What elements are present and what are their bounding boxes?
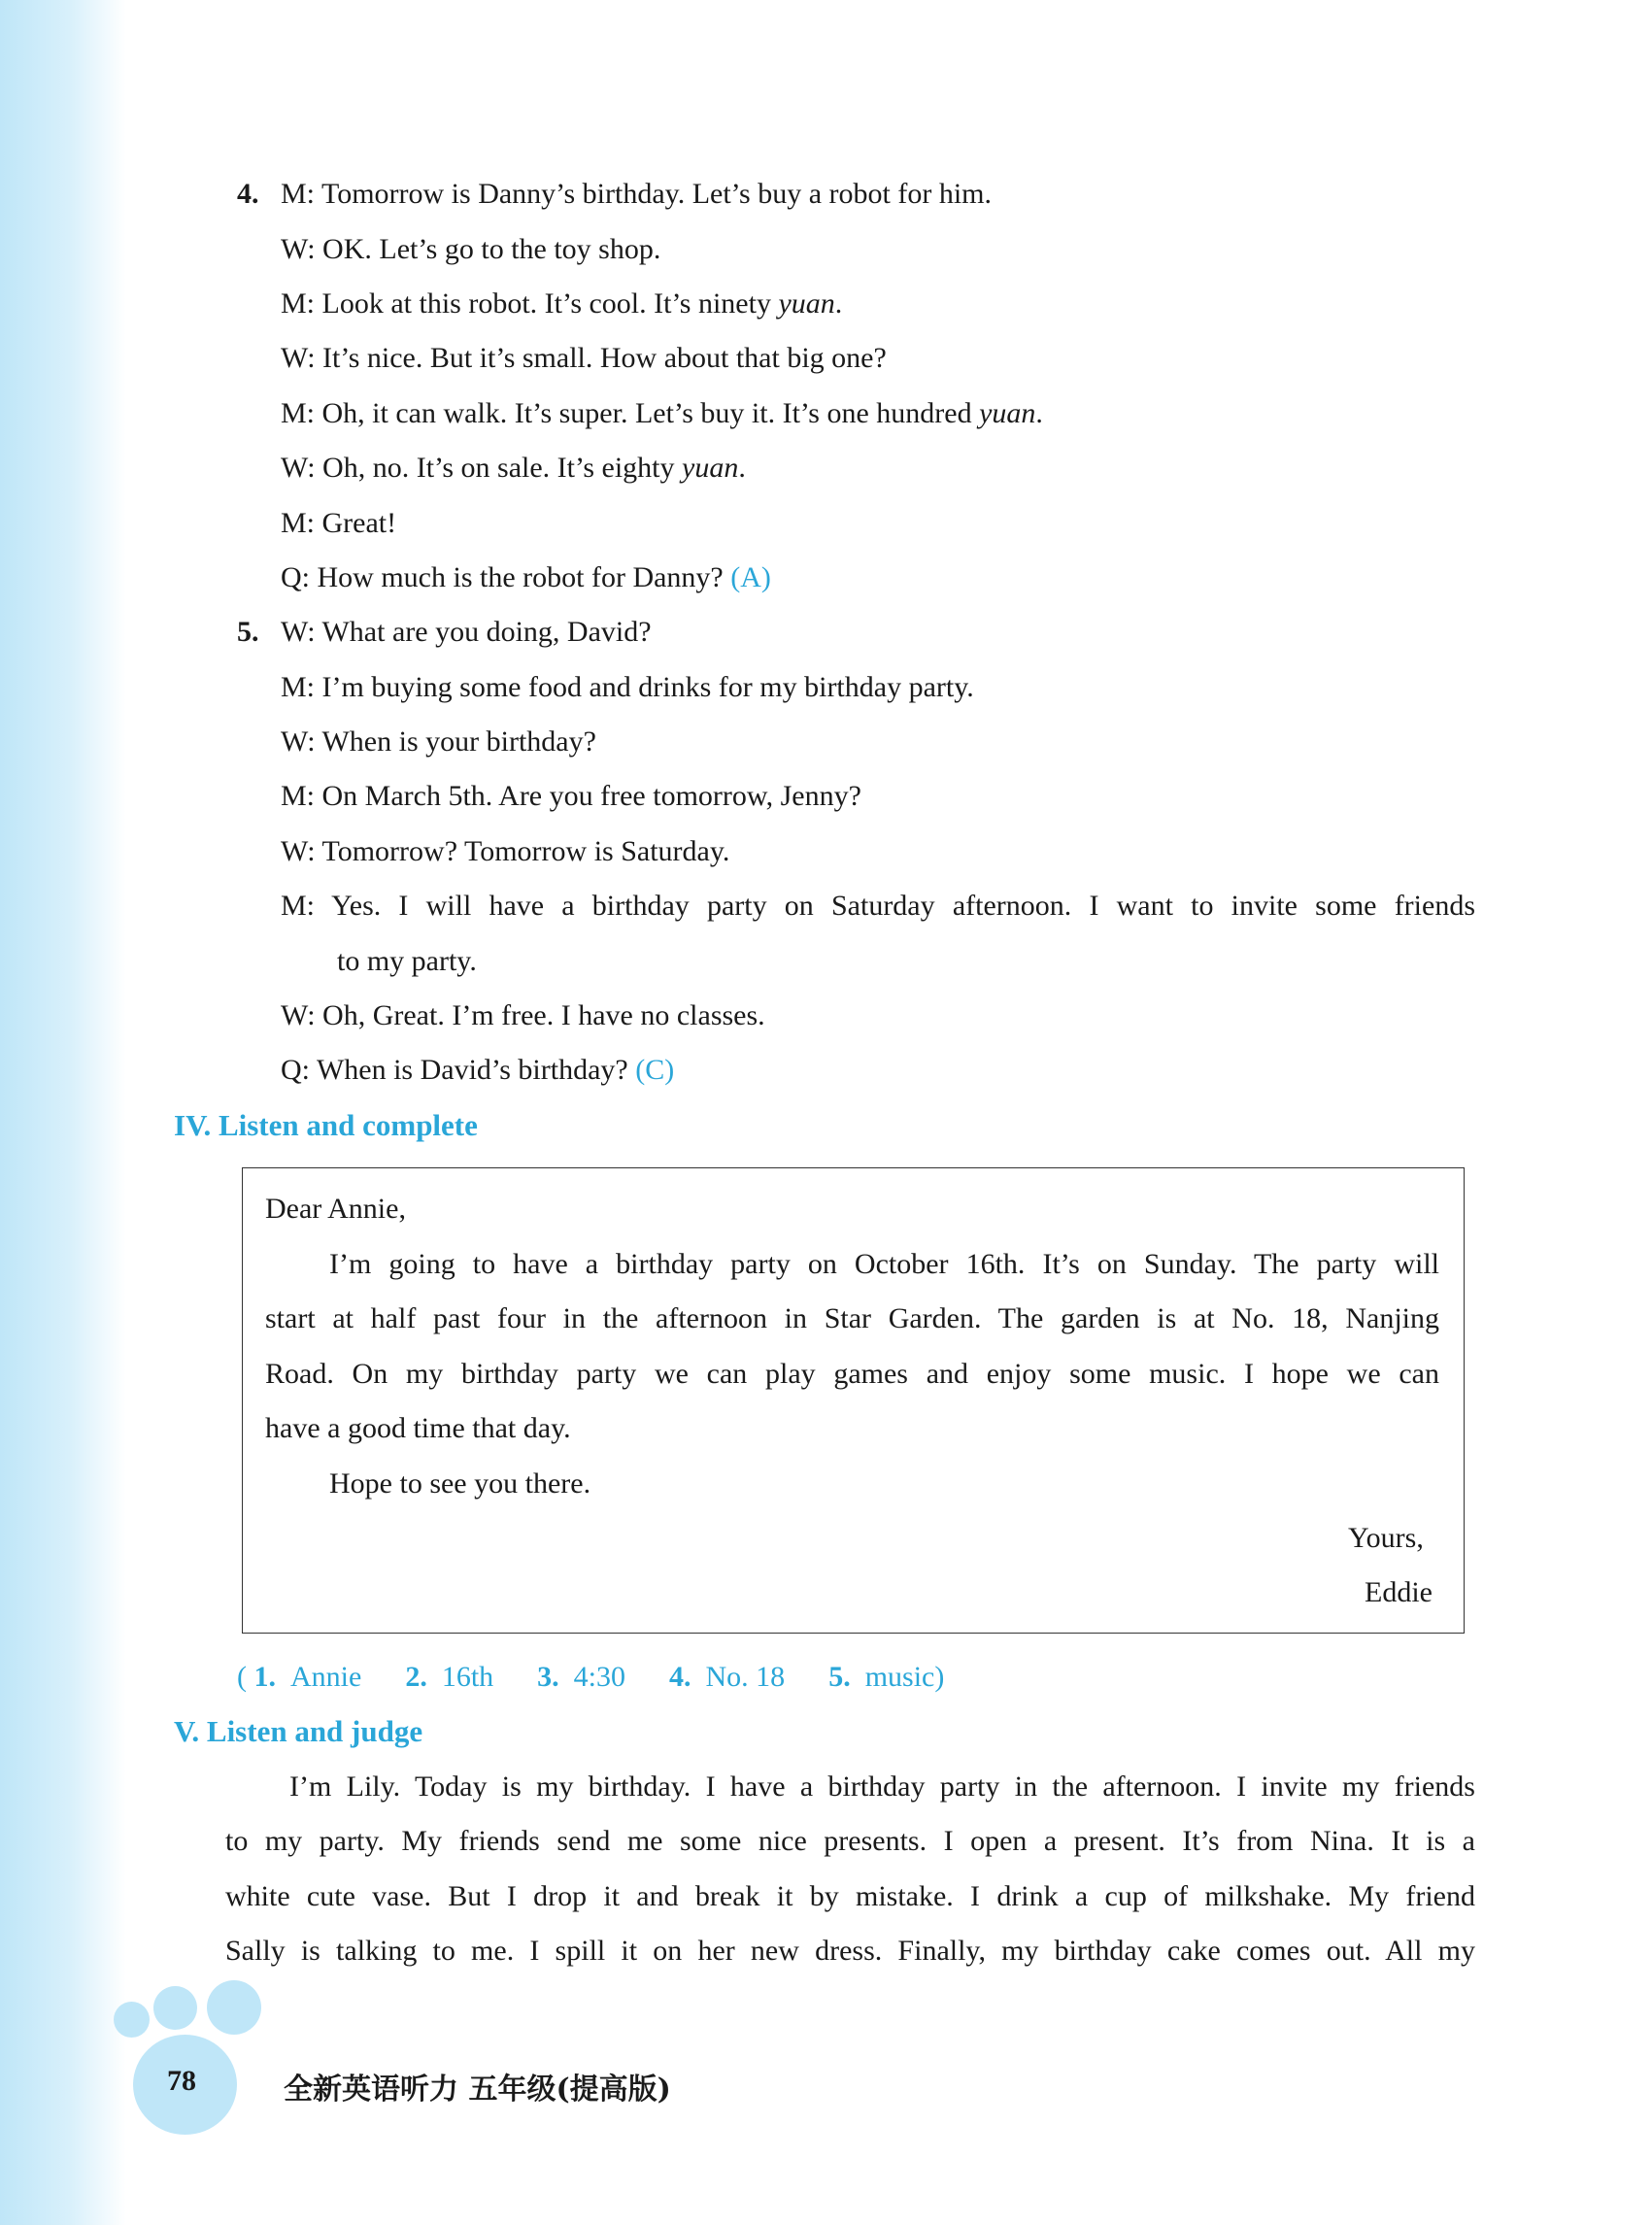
q5-line-4: M: On March 5th. Are you free tomorrow, Jenny? bbox=[281, 780, 861, 812]
page-number: 78 bbox=[167, 2065, 196, 2097]
q4-line-7: M: Great! bbox=[281, 507, 397, 539]
section-4-heading: IV. Listen and complete bbox=[174, 1108, 478, 1142]
letter-sign-name: Eddie bbox=[1365, 1576, 1433, 1608]
q4-answer: (A) bbox=[730, 561, 771, 593]
paw-toe-icon bbox=[114, 2002, 150, 2038]
letter-sign-yours: Yours, bbox=[1348, 1522, 1424, 1554]
section-5-line-2: to my party. My friends send me some nice presents. I open a present. It’s from Nina. It is a bbox=[225, 1825, 1475, 1857]
q4-line-2: W: OK. Let’s go to the toy shop. bbox=[281, 233, 661, 265]
q5-answer: (C) bbox=[635, 1054, 675, 1086]
section-4-answers: ( 1. Annie 2. 16th 3. 4:30 4. No. 18 5. music) bbox=[237, 1661, 945, 1693]
q4-number: 4. bbox=[237, 178, 259, 210]
section-5-line-1: I’m Lily. Today is my birthday. I have a birthday party in the afternoon. I invite my friends bbox=[289, 1770, 1475, 1803]
paw-toe-icon bbox=[207, 1980, 261, 2035]
paw-toe-icon bbox=[153, 1986, 197, 2030]
q4-line-1: M: Tomorrow is Danny’s birthday. Let’s buy a robot for him. bbox=[281, 178, 992, 210]
letter-box bbox=[242, 1167, 1465, 1634]
section-5-line-4: Sally is talking to me. I spill it on her new dress. Finally, my birthday cake comes out. All my bbox=[225, 1935, 1475, 1967]
q5-line-2: M: I’m buying some food and drinks for my birthday party. bbox=[281, 671, 974, 703]
letter-line-3: Road. On my birthday party we can play games and enjoy some music. I hope we can bbox=[265, 1358, 1439, 1390]
q5-question: Q: When is David’s birthday? (C) bbox=[281, 1054, 675, 1086]
q4-line-5: M: Oh, it can walk. It’s super. Let’s buy it. It’s one hundred yuan. bbox=[281, 397, 1043, 429]
book-title: 全新英语听力 五年级(提高版) bbox=[284, 2073, 671, 2107]
q4-line-4: W: It’s nice. But it’s small. How about that big one? bbox=[281, 342, 887, 374]
letter-line-1: I’m going to have a birthday party on October 16th. It’s on Sunday. The party will bbox=[329, 1248, 1439, 1280]
q4-question: Q: How much is the robot for Danny? (A) bbox=[281, 561, 771, 593]
q5-number: 5. bbox=[237, 616, 259, 648]
q5-line-6: M: Yes. I will have a birthday party on Saturday afternoon. I want to invite some friends bbox=[281, 890, 1475, 922]
letter-line-4: have a good time that day. bbox=[265, 1412, 571, 1444]
q5-line-5: W: Tomorrow? Tomorrow is Saturday. bbox=[281, 835, 730, 867]
section-5-heading: V. Listen and judge bbox=[174, 1714, 423, 1748]
q4-line-3: M: Look at this robot. It’s cool. It’s ninety yuan. bbox=[281, 287, 843, 320]
q5-line-3: W: When is your birthday? bbox=[281, 725, 596, 758]
letter-closing: Hope to see you there. bbox=[329, 1467, 591, 1500]
q5-line-7: W: Oh, Great. I’m free. I have no classes. bbox=[281, 999, 765, 1031]
q5-line-1: W: What are you doing, David? bbox=[281, 616, 652, 648]
letter-greeting: Dear Annie, bbox=[265, 1193, 406, 1225]
letter-line-2: start at half past four in the afternoon in Star Garden. The garden is at No. 18, Nanjing bbox=[265, 1302, 1439, 1334]
q5-line-6-cont: to my party. bbox=[337, 945, 477, 977]
section-5-line-3: white cute vase. But I drop it and break it by mistake. I drink a cup of milkshake. My friend bbox=[225, 1880, 1475, 1912]
decorative-side-band bbox=[0, 0, 126, 2225]
q4-line-6: W: Oh, no. It’s on sale. It’s eighty yuan. bbox=[281, 452, 746, 484]
